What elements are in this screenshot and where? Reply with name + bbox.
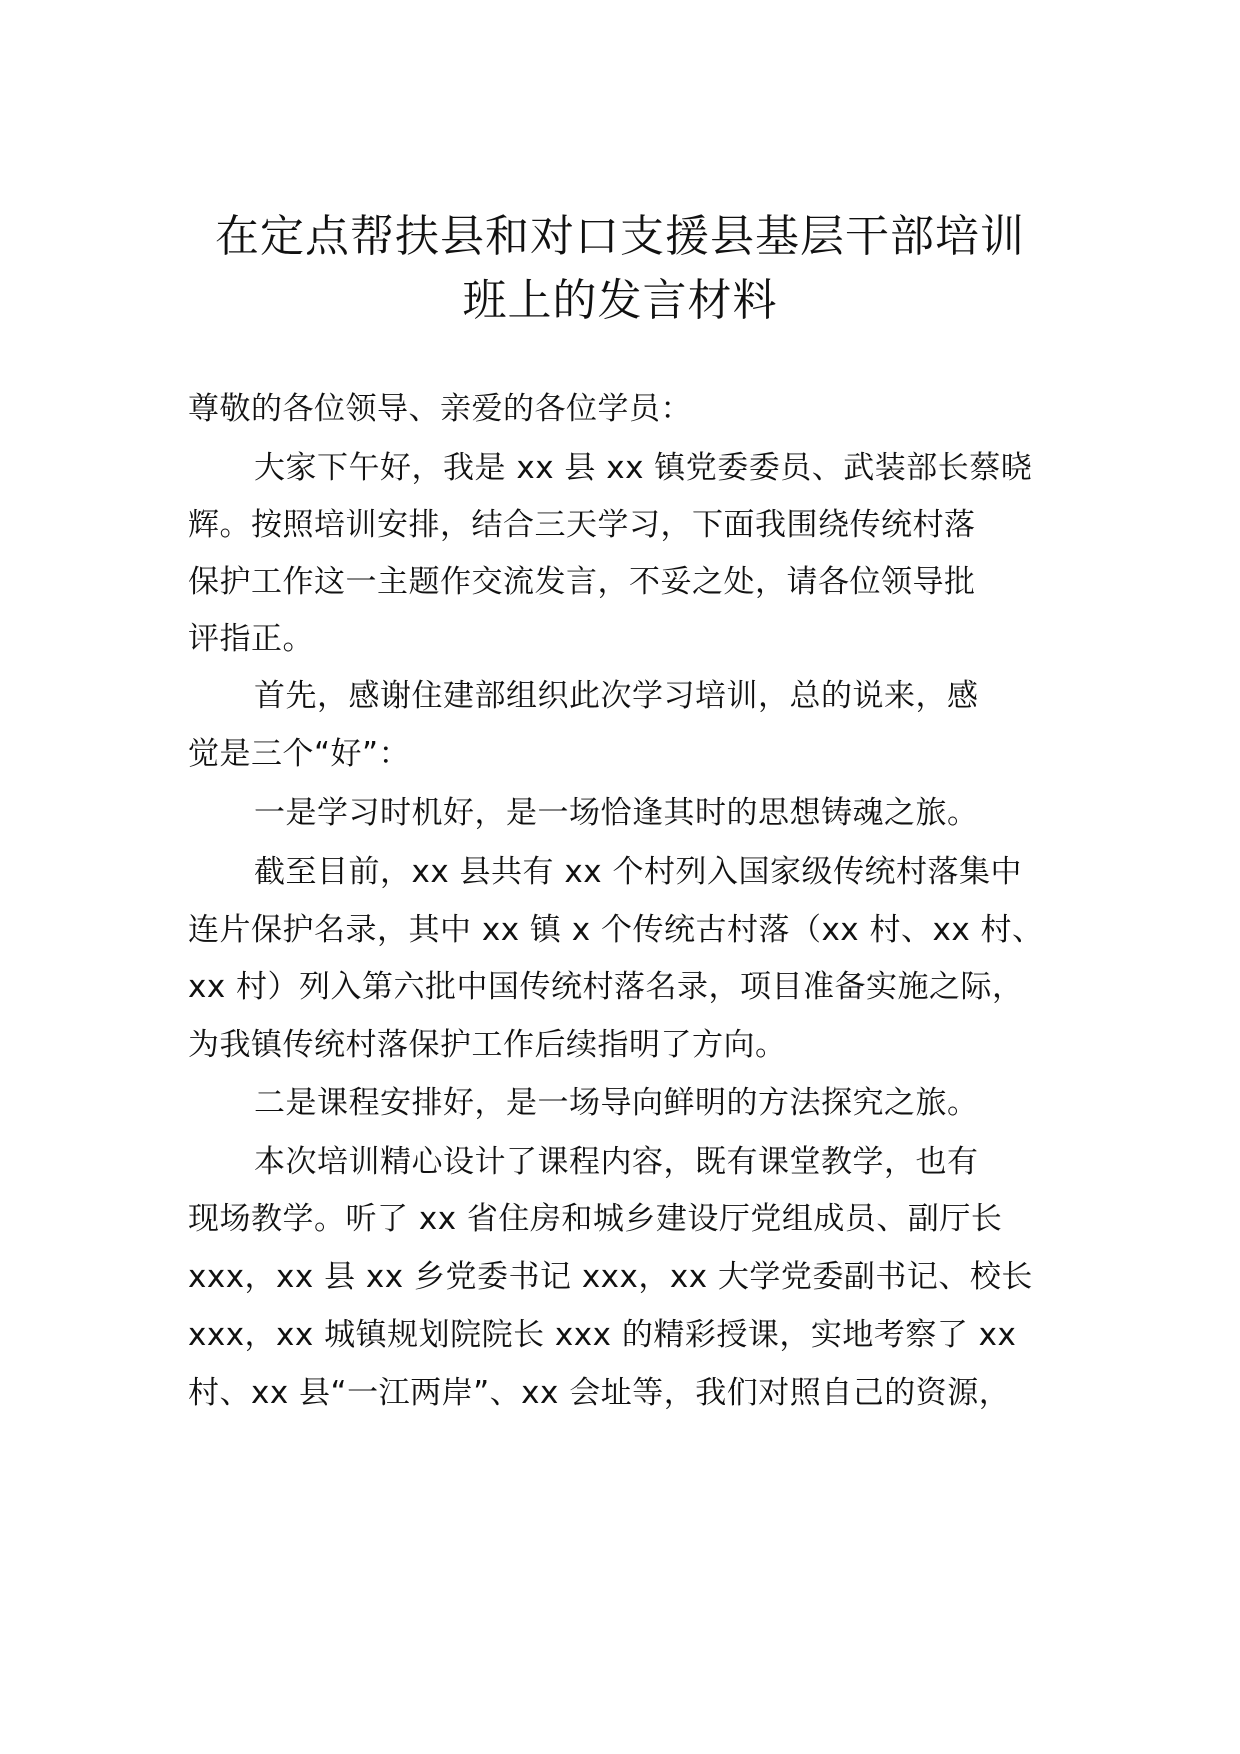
- paragraph-line: 一是学习时机好，是一场恰逢其时的思想铸魂之旅。: [254, 795, 979, 831]
- paragraph-line: 截至目前，xx 县共有 xx 个村列入国家级传统村落集中: [254, 854, 1022, 890]
- salutation: 尊敬的各位领导、亲爱的各位学员：: [188, 391, 692, 427]
- paragraph-line: 首先，感谢住建部组织此次学习培训，总的说来，感: [254, 678, 979, 714]
- document-title-line-2: 班上的发言材料: [462, 275, 778, 326]
- paragraph-line: 连片保护名录，其中 xx 镇 x 个传统古村落（xx 村、xx 村、: [188, 912, 1044, 948]
- paragraph-line: 评指正。: [188, 621, 314, 657]
- paragraph-line: 村、xx 县“一江两岸”、xx 会址等，我们对照自己的资源，: [188, 1375, 1011, 1411]
- paragraph-line: 本次培训精心设计了课程内容，既有课堂教学，也有: [254, 1144, 979, 1180]
- paragraph-line: 为我镇传统村落保护工作后续指明了方向。: [188, 1027, 787, 1063]
- paragraph-line: 现场教学。听了 xx 省住房和城乡建设厅党组成员、副厅长: [188, 1201, 1003, 1237]
- paragraph-line: xxx，xx 城镇规划院院长 xxx 的精彩授课，实地考察了 xx: [188, 1317, 1017, 1353]
- paragraph-line: 辉。按照培训安排，结合三天学习，下面我围绕传统村落: [188, 507, 976, 543]
- paragraph-line: 觉是三个“好”：: [188, 736, 411, 772]
- paragraph-line: xxx，xx 县 xx 乡党委书记 xxx，xx 大学党委副书记、校长: [188, 1259, 1033, 1295]
- document-title-line-1: 在定点帮扶县和对口支援县基层干部培训: [215, 211, 1025, 262]
- paragraph-line: 保护工作这一主题作交流发言，不妥之处，请各位领导批: [188, 564, 976, 600]
- paragraph-line: 大家下午好，我是 xx 县 xx 镇党委委员、武装部长蔡晓: [254, 450, 1033, 486]
- paragraph-line: 二是课程安排好，是一场导向鲜明的方法探究之旅。: [254, 1085, 979, 1121]
- paragraph-line: xx 村）列入第六批中国传统村落名录，项目准备实施之际，: [188, 969, 1024, 1005]
